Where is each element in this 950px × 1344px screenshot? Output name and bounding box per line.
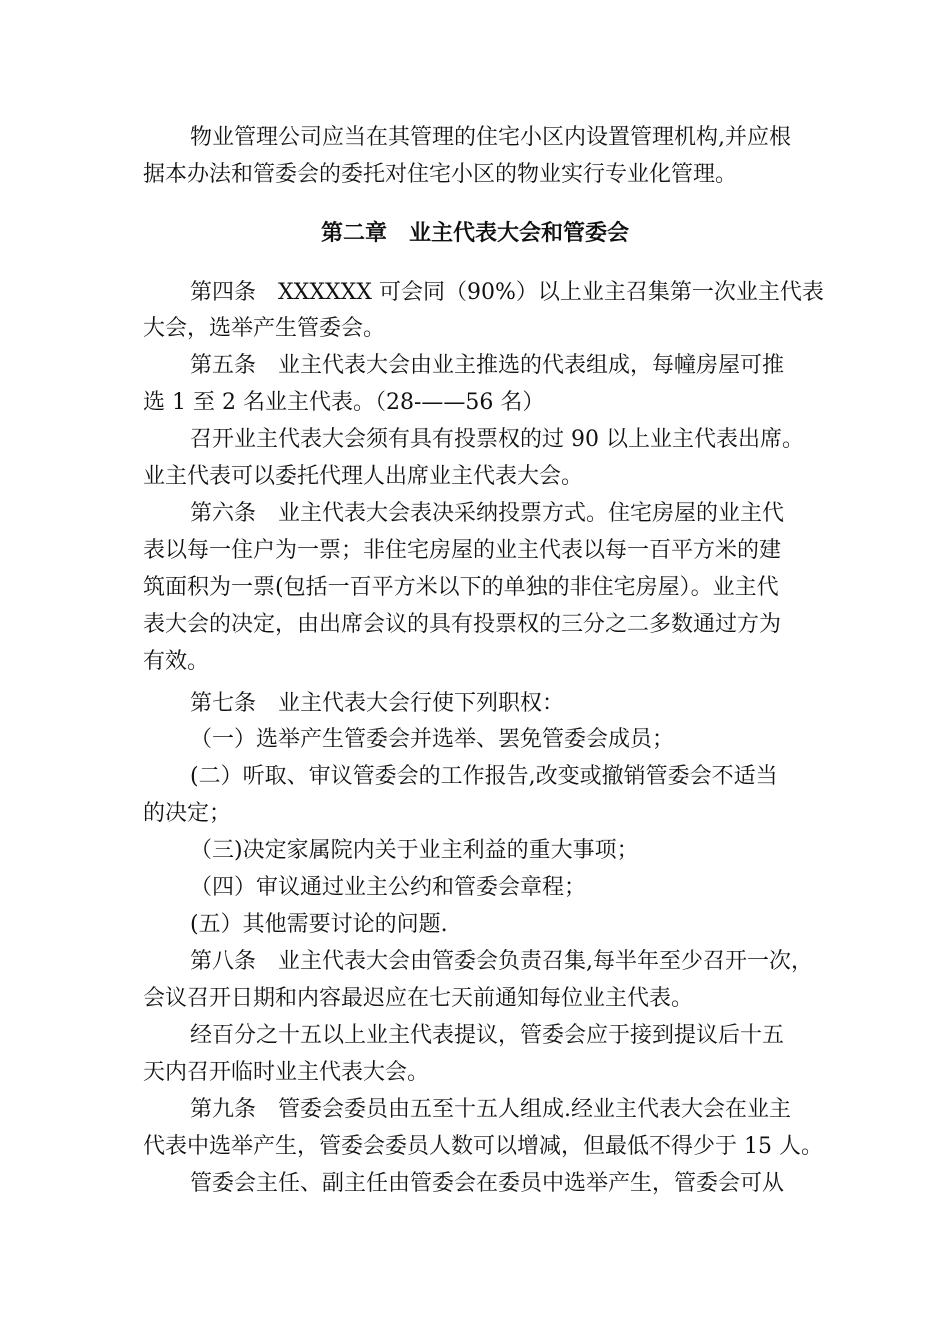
article-line: 第九条 管委会委员由五至十五人组成.经业主代表大会在业主 [190,1097,791,1122]
list-item: (五）其他需要讨论的问题. [190,912,448,937]
list-item: （四）审议通过业主公约和管委会章程； [190,875,587,900]
paragraph-line: 代表中选举产生，管委会委员人数可以增减，但最低不得少于 15 人。 [143,1134,823,1159]
article-line: 第八条 业主代表大会由管委会负责召集,每半年至少召开一次， [190,949,813,974]
paragraph-line: 物业管理公司应当在其管理的住宅小区内设置管理机构,并应根 [190,125,791,150]
paragraph-line: 经百分之十五以上业主代表提议，管委会应于接到提议后十五 [190,1023,785,1048]
paragraph-line: 业主代表可以委托代理人出席业主代表大会。 [143,464,584,489]
paragraph-line: 选 1 至 2 名业主代表。（28-——56 名） [143,390,545,415]
paragraph-line: 管委会主任、副主任由管委会在委员中选举产生，管委会可从 [190,1171,785,1196]
paragraph-line: 表以每一住户为一票；非住宅房屋的业主代表以每一百平方米的建 [143,538,782,563]
chapter-heading: 第二章 业主代表大会和管委会 [320,220,629,246]
article-line: 第五条 业主代表大会由业主推选的代表组成，每幢房屋可推 [190,353,785,378]
paragraph-line: 召开业主代表大会须有具有投票权的过 90 以上业主代表出席。 [190,427,804,452]
paragraph-line: 有效。 [143,649,210,674]
paragraph-line: 的决定； [143,801,232,826]
paragraph-line: 大会，选举产生管委会。 [143,316,386,341]
article-line: 第七条 业主代表大会行使下列职权： [190,691,565,716]
list-item: （三)决定家属院内关于业主利益的重大事项； [190,838,639,863]
article-line: 第四条 XXXXXX 可会同（90%）以上业主召集第一次业主代表 [190,280,824,305]
paragraph-line: 会议召开日期和内容最迟应在七天前通知每位业主代表。 [143,986,694,1011]
list-item: （一）选举产生管委会并选举、罢免管委会成员； [190,727,675,752]
paragraph-line: 天内召开临时业主代表大会。 [143,1060,430,1085]
paragraph-line: 据本办法和管委会的委托对住宅小区的物业实行专业化管理。 [143,162,738,187]
paragraph-line: 筑面积为一票(包括一百平方米以下的单独的非住宅房屋）。业主代 [143,575,779,600]
paragraph-line: 表大会的决定，由出席会议的具有投票权的三分之二多数通过方为 [143,612,782,637]
article-line: 第六条 业主代表大会表决采纳投票方式。住宅房屋的业主代 [190,501,785,526]
list-item: (二）听取、审议管委会的工作报告,改变或撤销管委会不适当 [190,764,778,789]
